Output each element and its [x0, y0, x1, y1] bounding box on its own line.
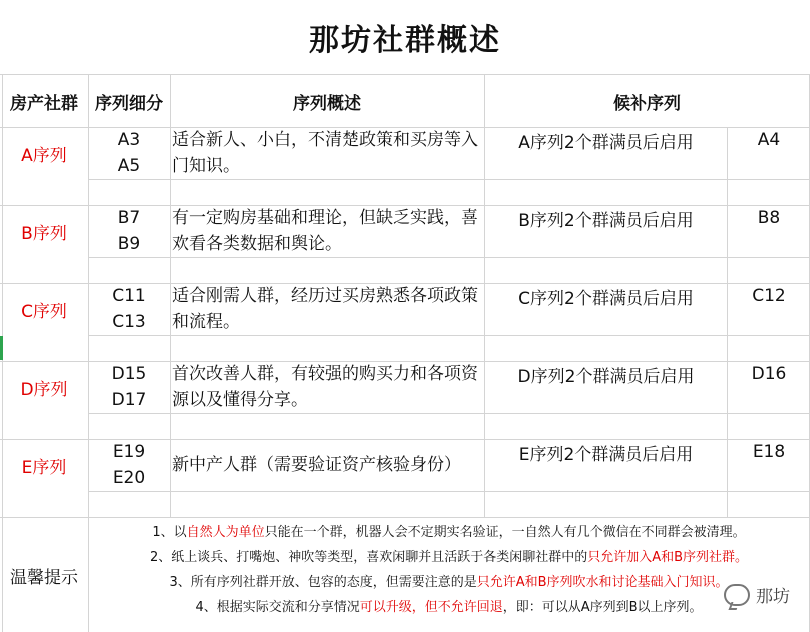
tip-text: 1、以 — [152, 525, 187, 540]
tip-line-2 — [88, 543, 810, 568]
candidate-note: C序列2个群满员后启用 — [518, 288, 694, 309]
tip-highlight: 可以升级，但不允许回退 — [359, 600, 503, 615]
tip-line-1 — [88, 518, 810, 543]
sub-id: D17 — [111, 390, 147, 410]
tip-highlight: 只允许加入A和B序列社群。 — [587, 550, 749, 565]
candidate-id: B8 — [757, 208, 781, 228]
candidate-id: A4 — [757, 130, 781, 150]
tip-text: 3、所有序列社群开放、包容的态度，但需要注意的是 — [169, 575, 477, 590]
sub-id: E20 — [112, 468, 146, 488]
grid-line — [88, 179, 810, 180]
candidate-note: D序列2个群满员后启用 — [517, 366, 695, 387]
header-subdivision: 序列细分 — [95, 93, 163, 114]
candidate-note: E序列2个群满员后启用 — [518, 444, 694, 465]
sub-id: E19 — [112, 442, 146, 462]
tip-line-3 — [88, 568, 810, 593]
watermark-text: 那坊 — [756, 587, 790, 607]
sub-id: A3 — [117, 130, 141, 150]
grid-line — [88, 257, 810, 258]
candidate-id: E18 — [752, 442, 786, 462]
row-description: 首次改善人群，有较强的购买力和各项资源以及懂得分享。 — [172, 364, 478, 410]
row-description: 新中产人群（需要验证资产核验身份） — [172, 455, 461, 475]
group-label-c: C序列 — [21, 301, 67, 322]
header-overview: 序列概述 — [293, 93, 361, 114]
group-label-b: B序列 — [21, 223, 67, 244]
wechat-bubble-icon — [724, 584, 750, 606]
sub-id: B9 — [117, 234, 141, 254]
grid-line — [88, 335, 810, 336]
watermark — [724, 582, 790, 607]
group-label-a: A序列 — [21, 145, 67, 166]
sub-id: B7 — [117, 208, 141, 228]
candidate-note: B序列2个群满员后启用 — [518, 210, 694, 231]
candidate-id: C12 — [752, 286, 786, 306]
tip-highlight: 自然人为单位 — [186, 525, 265, 540]
row-description: 有一定购房基础和理论，但缺乏实践，喜欢看各类数据和舆论。 — [172, 208, 478, 254]
tip-highlight: 只允许A和B序列吹水和讨论基础入门知识。 — [476, 575, 729, 590]
tips-label: 温馨提示 — [10, 567, 78, 588]
grid-line — [88, 491, 810, 492]
tip-line-4 — [88, 593, 810, 618]
grid-line — [88, 413, 810, 414]
tip-text: ，即：可以从A序列到B以上序列。 — [502, 600, 703, 615]
row-description: 适合新人、小白，不清楚政策和买房等入门知识。 — [172, 130, 478, 176]
candidate-id: D16 — [751, 364, 787, 384]
tip-text: 2、纸上谈兵、打嘴炮、神吹等类型，喜欢闲聊并且活跃于各类闲聊社群中的 — [149, 550, 588, 565]
candidate-note: A序列2个群满员后启用 — [518, 132, 694, 153]
tip-text: 4、根据实际交流和分享情况 — [195, 600, 360, 615]
sub-id: C11 — [112, 286, 146, 306]
sub-id: A5 — [117, 156, 141, 176]
header-candidate: 候补序列 — [613, 93, 681, 114]
sub-id: D15 — [111, 364, 147, 384]
row-description: 适合刚需人群，经历过买房熟悉各项政策和流程。 — [172, 286, 478, 332]
group-label-d: D序列 — [20, 379, 68, 400]
group-label-e: E序列 — [21, 457, 67, 478]
grid-line — [170, 74, 171, 517]
page-title: 那坊社群概述 — [309, 23, 501, 58]
tip-text: 只能在一个群，机器人会不定期实名验证，一自然人有几个微信在不同群会被清理。 — [264, 525, 746, 540]
cell-selection-marker — [0, 336, 3, 360]
sub-id: C13 — [112, 312, 146, 332]
header-group: 房产社群 — [10, 93, 78, 114]
